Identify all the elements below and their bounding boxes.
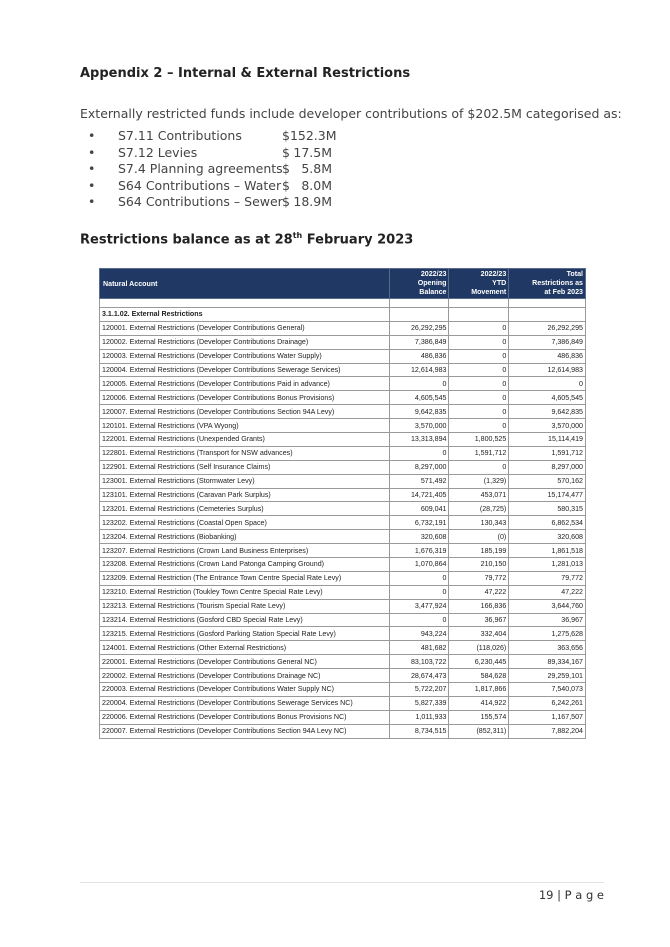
total-restriction: 7,882,204 [509,724,586,738]
ytd-movement: 0 [449,349,509,363]
ytd-movement: 130,343 [449,516,509,530]
restrictions-table-container [99,268,586,739]
contribution-amount: 17.5M [293,144,332,160]
total-restriction: 3,644,760 [509,599,586,613]
opening-balance: 943,224 [389,627,449,641]
ytd-movement: 0 [449,460,509,474]
opening-balance: 481,682 [389,641,449,655]
account-name: 123101. External Restrictions (Caravan Park Surplus) [100,488,390,502]
table-row [100,585,586,599]
table-row [100,502,586,516]
ytd-movement: 1,817,866 [449,683,509,697]
ytd-movement: 332,404 [449,627,509,641]
total-restriction: 1,167,507 [509,710,586,724]
total-restriction: 36,967 [509,613,586,627]
contribution-amount: 5.8M [301,161,332,177]
currency-symbol: $ [282,161,290,177]
account-name: 122801. External Restrictions (Transport for NSW advances) [100,446,390,460]
ytd-movement: 6,230,445 [449,655,509,669]
account-name: 120007. External Restrictions (Developer Contributions Section 94A Levy) [100,405,390,419]
ytd-movement: (1,329) [449,474,509,488]
opening-balance: 83,103,722 [389,655,449,669]
restrictions-table [99,268,586,739]
opening-balance: 571,492 [389,474,449,488]
currency-symbol: $ [282,177,290,193]
opening-balance: 486,836 [389,349,449,363]
table-row [100,335,586,349]
table-row [100,613,586,627]
opening-balance: 12,614,983 [389,363,449,377]
ytd-movement: 210,150 [449,558,509,572]
table-row [100,460,586,474]
table-row [100,530,586,544]
total-restriction: 1,591,712 [509,446,586,460]
account-name: 120006. External Restrictions (Developer Contributions Bonus Provisions) [100,391,390,405]
table-row [100,391,586,405]
ytd-movement: (0) [449,530,509,544]
opening-balance: 5,827,339 [389,696,449,710]
account-name: 122901. External Restrictions (Self Insurance Claims) [100,460,390,474]
table-row [100,710,586,724]
opening-balance: 1,676,319 [389,544,449,558]
opening-balance: 4,605,545 [389,391,449,405]
currency-symbol: $ [282,194,290,210]
opening-balance: 5,722,207 [389,683,449,697]
ytd-movement: 185,199 [449,544,509,558]
account-name: 120101. External Restrictions (VPA Wyong) [100,419,390,433]
currency-symbol: $ [282,144,290,160]
total-restriction: 320,608 [509,530,586,544]
opening-balance: 3,570,000 [389,419,449,433]
account-name: 123215. External Restrictions (Gosford Parking Station Special Rate Levy) [100,627,390,641]
page-number: 19 | P a g e [538,888,604,902]
restrictions-title: Restrictions balance as at 28th February 2023 [80,231,414,248]
table-row [100,446,586,460]
account-name: 123210. External Restriction (Toukley Town Centre Special Rate Levy) [100,585,390,599]
account-name: 123207. External Restrictions (Crown Land Business Enterprises) [100,544,390,558]
account-name: 220003. External Restrictions (Developer Contributions Water Supply NC) [100,683,390,697]
ytd-movement: 0 [449,391,509,405]
ytd-movement: 0 [449,335,509,349]
account-name: 120001. External Restrictions (Developer Contributions General) [100,321,390,335]
account-name: 120003. External Restrictions (Developer Contributions Water Supply) [100,349,390,363]
total-restriction: 47,222 [509,585,586,599]
account-name: 220001. External Restrictions (Developer Contributions General NC) [100,655,390,669]
total-restriction: 6,862,534 [509,516,586,530]
account-name: 120004. External Restrictions (Developer Contributions Sewerage Services) [100,363,390,377]
account-name: 123001. External Restrictions (Stormwater Levy) [100,474,390,488]
opening-balance: 28,674,473 [389,669,449,683]
ytd-movement: 79,772 [449,571,509,585]
page-heading: Appendix 2 – Internal & External Restrictions [80,66,411,81]
contribution-amount: 18.9M [293,194,332,210]
total-restriction: 9,642,835 [509,405,586,419]
account-name: 124001. External Restrictions (Other External Restrictions) [100,641,390,655]
section-row [100,308,586,322]
ytd-movement: (852,311) [449,724,509,738]
total-restriction: 1,861,518 [509,544,586,558]
account-name: 123209. External Restriction (The Entrance Town Centre Special Rate Levy) [100,571,390,585]
table-row [100,669,586,683]
table-row [100,488,586,502]
total-restriction: 15,114,419 [509,433,586,447]
table-row [100,377,586,391]
ytd-movement: 0 [449,321,509,335]
total-restriction: 26,292,295 [509,321,586,335]
opening-balance: 26,292,295 [389,321,449,335]
table-row [100,544,586,558]
total-restriction: 1,281,013 [509,558,586,572]
ytd-movement: 1,591,712 [449,446,509,460]
contribution-label: S7.11 Contributions [118,128,242,143]
opening-balance: 14,721,405 [389,488,449,502]
table-row [100,599,586,613]
ytd-movement: 584,628 [449,669,509,683]
table-row [100,363,586,377]
table-row [100,655,586,669]
contribution-label: S64 Contributions – Water [118,177,282,193]
intro-paragraph: Externally restricted funds include developer contributions of $202.5M categorised as: [80,106,622,121]
opening-balance: 0 [389,446,449,460]
ytd-movement: 0 [449,419,509,433]
table-row [100,627,586,641]
table-row [100,474,586,488]
bullet-icon: • [88,161,96,177]
bullet-icon: • [88,177,96,193]
table-header-row [100,269,586,299]
bullet-icon: • [88,144,96,160]
opening-balance: 8,297,000 [389,460,449,474]
header-total-restrictions: Total Restrictions as at Feb 2023 [509,269,586,299]
table-row [100,516,586,530]
total-restriction: 8,297,000 [509,460,586,474]
table-row [100,433,586,447]
account-name: 123208. External Restrictions (Crown Land Patonga Camping Ground) [100,558,390,572]
ytd-movement: 47,222 [449,585,509,599]
table-row [100,724,586,738]
opening-balance: 609,041 [389,502,449,516]
opening-balance: 0 [389,585,449,599]
table-row [100,349,586,363]
account-name: 123202. External Restrictions (Coastal Open Space) [100,516,390,530]
ytd-movement: 166,836 [449,599,509,613]
account-name: 220002. External Restrictions (Developer Contributions Drainage NC) [100,669,390,683]
total-restriction: 7,386,849 [509,335,586,349]
opening-balance: 0 [389,613,449,627]
ytd-movement: 0 [449,377,509,391]
contribution-amount: $152.3M [282,128,337,143]
total-restriction: 6,242,261 [509,696,586,710]
account-name: 120005. External Restrictions (Developer Contributions Paid in advance) [100,377,390,391]
contribution-label: S7.12 Levies [118,144,198,160]
opening-balance: 0 [389,377,449,391]
section-label: 3.1.1.02. External Restrictions [100,308,390,322]
total-restriction: 486,836 [509,349,586,363]
total-restriction: 3,570,000 [509,419,586,433]
ytd-movement: 0 [449,405,509,419]
bullet-icon: • [88,194,96,210]
opening-balance: 13,313,894 [389,433,449,447]
total-restriction: 29,259,101 [509,669,586,683]
spacer-row [100,299,586,308]
table-row [100,419,586,433]
account-name: 123201. External Restrictions (Cemeteries Surplus) [100,502,390,516]
ytd-movement: 453,071 [449,488,509,502]
total-restriction: 580,315 [509,502,586,516]
account-name: 220007. External Restrictions (Developer Contributions Section 94A Levy NC) [100,724,390,738]
total-restriction: 12,614,983 [509,363,586,377]
opening-balance: 6,732,191 [389,516,449,530]
table-row [100,696,586,710]
account-name: 122001. External Restrictions (Unexpended Grants) [100,433,390,447]
total-restriction: 363,656 [509,641,586,655]
opening-balance: 320,608 [389,530,449,544]
opening-balance: 8,734,515 [389,724,449,738]
table-row [100,641,586,655]
total-restriction: 79,772 [509,571,586,585]
opening-balance: 1,011,933 [389,710,449,724]
table-row [100,558,586,572]
ytd-movement: 1,800,525 [449,433,509,447]
ytd-movement: (28,725) [449,502,509,516]
ytd-movement: 414,922 [449,696,509,710]
account-name: 120002. External Restrictions (Developer Contributions Drainage) [100,335,390,349]
account-name: 123204. External Restrictions (Biobanking) [100,530,390,544]
total-restriction: 89,334,167 [509,655,586,669]
opening-balance: 3,477,924 [389,599,449,613]
opening-balance: 0 [389,571,449,585]
contribution-label: S64 Contributions – Sewer [118,194,283,210]
total-restriction: 4,605,545 [509,391,586,405]
contribution-amount: 8.0M [301,177,332,193]
table-row [100,405,586,419]
contribution-label: S7.4 Planning agreements [118,161,283,177]
total-restriction: 570,162 [509,474,586,488]
opening-balance: 1,070,864 [389,558,449,572]
ytd-movement: 155,574 [449,710,509,724]
bullet-icon: • [88,128,96,143]
total-restriction: 1,275,628 [509,627,586,641]
opening-balance: 7,386,849 [389,335,449,349]
table-row [100,321,586,335]
ytd-movement: 36,967 [449,613,509,627]
account-name: 123214. External Restrictions (Gosford CBD Special Rate Levy) [100,613,390,627]
account-name: 220004. External Restrictions (Developer Contributions Sewerage Services NC) [100,696,390,710]
total-restriction: 0 [509,377,586,391]
ytd-movement: (118,026) [449,641,509,655]
total-restriction: 7,540,073 [509,683,586,697]
header-opening-balance: 2022/23 Opening Balance [389,269,449,299]
table-row [100,571,586,585]
header-natural-account: Natural Account [100,269,390,299]
table-row [100,683,586,697]
account-name: 220006. External Restrictions (Developer Contributions Bonus Provisions NC) [100,710,390,724]
header-ytd-movement: 2022/23 YTD Movement [449,269,509,299]
ytd-movement: 0 [449,363,509,377]
opening-balance: 9,642,835 [389,405,449,419]
total-restriction: 15,174,477 [509,488,586,502]
account-name: 123213. External Restrictions (Tourism Special Rate Levy) [100,599,390,613]
footer-divider [80,882,604,883]
